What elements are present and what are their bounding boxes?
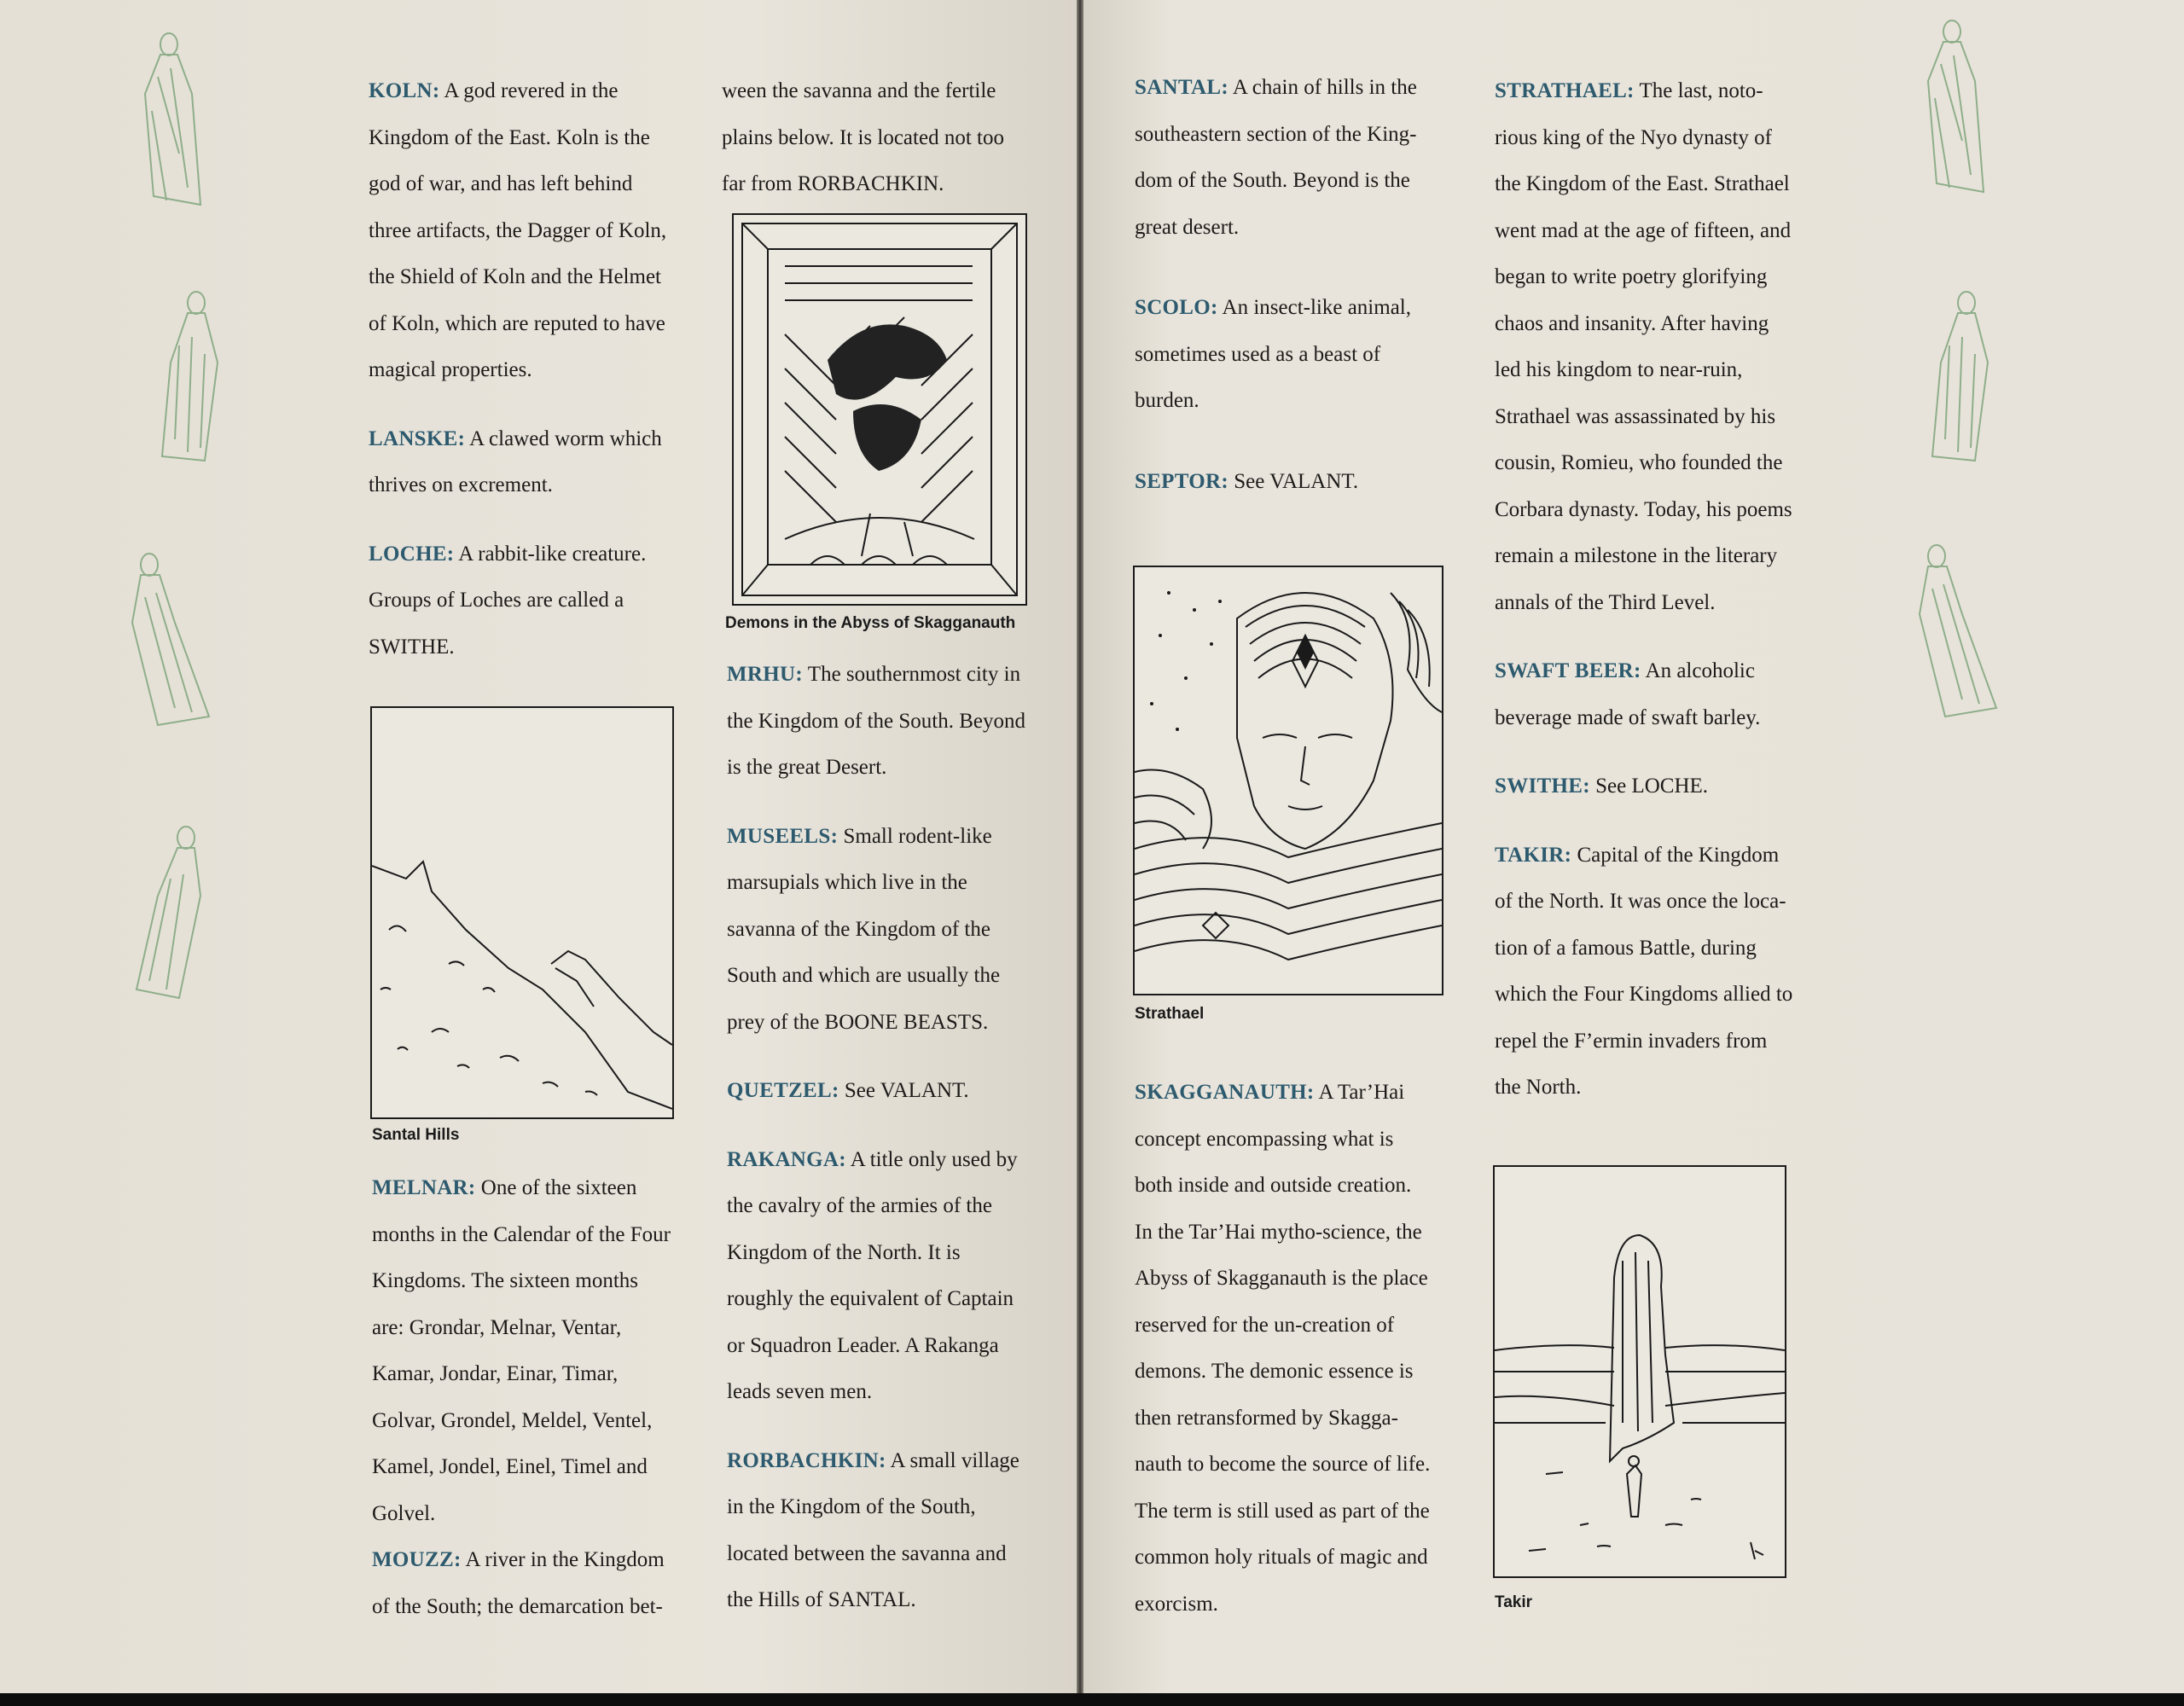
- caption-demons-abyss: Demons in the Abyss of Skagganauth: [725, 614, 1016, 632]
- entry-text: A rabbit-like creature.: [458, 542, 647, 566]
- entry-rakanga: [727, 1137, 1068, 1416]
- term-melnar: MELNAR:: [372, 1176, 476, 1199]
- term-rakanga: RAKANGA:: [727, 1147, 846, 1171]
- right-page: [1083, 0, 2184, 1693]
- entry-text: Golvel.: [372, 1501, 436, 1525]
- entry-text: ween the savanna and the fertile: [722, 79, 996, 102]
- term-quetzel: QUETZEL:: [727, 1079, 839, 1102]
- entry-text: Capital of the Kingdom: [1577, 843, 1780, 867]
- entry-text: An alcoholic: [1645, 659, 1755, 682]
- entry-scolo: [1135, 285, 1459, 425]
- entry-septor: [1135, 459, 1459, 506]
- term-santal: SANTAL:: [1135, 76, 1228, 99]
- entry-text: Golvar, Grondel, Meldel, Ventel,: [372, 1408, 653, 1432]
- entry-text: SWITHE.: [369, 635, 455, 659]
- entry-text: An insect-like animal,: [1222, 296, 1411, 319]
- entry-text: repel the F’ermin invaders from: [1495, 1029, 1768, 1053]
- entry-text: nauth to become the source of life.: [1135, 1453, 1431, 1476]
- entry-text: beverage made of swaft barley.: [1495, 705, 1761, 729]
- entry-strathael: [1495, 68, 1836, 626]
- term-takir: TAKIR:: [1495, 843, 1572, 867]
- entry-melnar: [372, 1165, 705, 1537]
- entry-text: both inside and outside creation.: [1135, 1174, 1412, 1197]
- entry-text: which the Four Kingdoms allied to: [1495, 983, 1793, 1006]
- column-2-top: [722, 68, 1063, 208]
- term-mouzz: MOUZZ:: [372, 1548, 462, 1571]
- entry-swaft-beer: [1495, 648, 1836, 741]
- entry-text: The last, noto-: [1639, 79, 1763, 102]
- entry-takir: [1495, 833, 1836, 1111]
- term-rorbachkin: RORBACHKIN:: [727, 1448, 886, 1472]
- entry-text: the Kingdom of the South. Beyond: [727, 709, 1025, 733]
- entry-text: are: Grondar, Melnar, Ventar,: [372, 1315, 622, 1339]
- entry-text: or Squadron Leader. A Rakanga: [727, 1333, 999, 1357]
- entry-text: the Shield of Koln and the Helmet: [369, 265, 661, 288]
- entry-mouzz: [372, 1537, 705, 1630]
- entry-text: The southernmost city in: [807, 663, 1021, 686]
- entry-text: southeastern section of the King-: [1135, 122, 1417, 146]
- entry-text: common holy rituals of magic and: [1135, 1546, 1428, 1569]
- entry-text: Kingdom of the North. It is: [727, 1240, 961, 1264]
- entry-text: exorcism.: [1135, 1592, 1218, 1616]
- entry-rorbachkin: [727, 1438, 1068, 1624]
- entry-text: Groups of Loches are called a: [369, 589, 624, 612]
- entry-text: A title only used by: [850, 1147, 1018, 1171]
- book-gutter: [1077, 0, 1083, 1693]
- column-4: [1495, 68, 1836, 1111]
- term-koln: KOLN:: [369, 79, 440, 102]
- entry-text: the Hills of SANTAL.: [727, 1588, 916, 1611]
- entry-quetzel: [727, 1068, 1068, 1115]
- entry-text: the North.: [1495, 1076, 1582, 1099]
- entry-text: A Tar’Hai: [1318, 1081, 1405, 1104]
- robed-figure-sketch-icon: [1902, 13, 2005, 200]
- entry-text: three artifacts, the Dagger of Koln,: [369, 218, 667, 242]
- entry-text: concept encompassing what is: [1135, 1127, 1394, 1151]
- illustration-strathael: [1133, 566, 1443, 995]
- entry-text: South and which are usually the: [727, 964, 1001, 987]
- robed-figure-sketch-icon: [119, 819, 222, 1007]
- robed-figure-sketch-icon: [1907, 286, 2009, 473]
- entry-mrhu: [727, 652, 1068, 792]
- entry-text: marsupials which live in the: [727, 871, 967, 894]
- entry-text: Kamar, Jondar, Einar, Timar,: [372, 1362, 619, 1385]
- entry-text: then retransformed by Skagga-: [1135, 1406, 1398, 1430]
- entry-text: located between the savanna and: [727, 1541, 1007, 1565]
- entry-museels: [727, 814, 1068, 1047]
- entry-text: A god revered in the: [444, 79, 619, 102]
- entry-text: rious king of the Nyo dynasty of: [1495, 125, 1772, 149]
- entry-text: of the South; the demarcation bet-: [372, 1594, 663, 1618]
- entry-text: remain a milestone in the literary: [1495, 544, 1778, 567]
- column-3-lower: [1135, 1070, 1476, 1628]
- entry-text: annals of the Third Level.: [1495, 590, 1716, 614]
- column-1-lower: [372, 1165, 705, 1630]
- entry-text: great desert.: [1135, 215, 1240, 239]
- caption-strathael: Strathael: [1135, 1005, 1205, 1023]
- term-museels: MUSEELS:: [727, 824, 839, 848]
- entry-text: went mad at the age of fifteen, and: [1495, 218, 1792, 242]
- illustration-santal-hills: [370, 706, 674, 1119]
- term-scolo: SCOLO:: [1135, 296, 1218, 319]
- illustration-takir: [1493, 1165, 1786, 1578]
- entry-text: Kingdoms. The sixteen months: [372, 1269, 639, 1292]
- entry-lanske: [369, 416, 693, 509]
- term-swithe: SWITHE:: [1495, 775, 1590, 798]
- entry-text: the cavalry of the armies of the: [727, 1194, 992, 1217]
- entry-loche: [369, 531, 693, 671]
- entry-text: far from RORBACHKIN.: [722, 172, 944, 195]
- term-strathael: STRATHAEL:: [1495, 79, 1635, 102]
- entry-text: led his kingdom to near-ruin,: [1495, 358, 1743, 381]
- entry-text: See LOCHE.: [1595, 775, 1709, 798]
- entry-text: One of the sixteen: [480, 1176, 637, 1199]
- entry-text: sometimes used as a beast of: [1135, 342, 1381, 366]
- entry-text: Corbara dynasty. Today, his poems: [1495, 497, 1792, 521]
- entry-text: A chain of hills in the: [1232, 76, 1417, 99]
- column-3: [1135, 65, 1459, 505]
- entry-text: prey of the BOONE BEASTS.: [727, 1010, 989, 1034]
- entry-text: began to write poetry glorifying: [1495, 265, 1768, 288]
- entry-text: Small rodent-like: [843, 824, 992, 848]
- robed-figure-sketch-icon: [136, 286, 239, 473]
- entry-text: A river in the Kingdom: [465, 1548, 665, 1571]
- caption-santal-hills: Santal Hills: [372, 1126, 460, 1144]
- term-skagganauth: SKAGGANAUTH:: [1135, 1081, 1315, 1104]
- entry-text: months in the Calendar of the Four: [372, 1222, 671, 1246]
- entry-text: Strathael was assassinated by his: [1495, 404, 1776, 428]
- entry-text: Kingdom of the East. Koln is the: [369, 125, 650, 149]
- term-mrhu: MRHU:: [727, 663, 803, 686]
- entry-text: See VALANT.: [844, 1079, 969, 1102]
- entry-text: See VALANT.: [1234, 469, 1359, 493]
- entry-text: of Koln, which are reputed to have: [369, 311, 665, 335]
- entry-text: thrives on excrement.: [369, 473, 553, 496]
- term-swaft-beer: SWAFT BEER:: [1495, 659, 1641, 682]
- entry-swithe: [1495, 763, 1836, 810]
- entry-text: leads seven men.: [727, 1380, 873, 1403]
- entry-text: savanna of the Kingdom of the: [727, 917, 990, 941]
- illustration-demons-abyss: [732, 213, 1027, 606]
- robed-figure-sketch-icon: [1902, 537, 2005, 725]
- entry-skagganauth: [1135, 1070, 1476, 1628]
- entry-text: the Kingdom of the East. Strathael: [1495, 172, 1790, 195]
- term-lanske: LANSKE:: [369, 426, 466, 450]
- term-septor: SEPTOR:: [1135, 469, 1228, 493]
- page-bottom-edge: [0, 1693, 2184, 1706]
- entry-text: roughly the equivalent of Captain: [727, 1287, 1014, 1310]
- entry-text: demons. The demonic essence is: [1135, 1360, 1414, 1383]
- entry-text: In the Tar’Hai mytho-science, the: [1135, 1220, 1422, 1244]
- entry-text: chaos and insanity. After having: [1495, 311, 1769, 335]
- entry-santal: [1135, 65, 1459, 251]
- entry-text: magical properties.: [369, 358, 532, 381]
- entry-text: of the North. It was once the loca-: [1495, 890, 1786, 913]
- term-loche: LOCHE:: [369, 542, 455, 566]
- entry-text: reserved for the un-creation of: [1135, 1313, 1395, 1337]
- caption-takir: Takir: [1495, 1593, 1533, 1611]
- entry-text: plains below. It is located not too: [722, 125, 1004, 149]
- entry-text: in the Kingdom of the South,: [727, 1495, 976, 1518]
- entry-text: tion of a famous Battle, during: [1495, 936, 1757, 960]
- entry-koln: [369, 68, 693, 394]
- robed-figure-sketch-icon: [115, 546, 218, 734]
- entry-text: is the great Desert.: [727, 756, 887, 779]
- entry-text: burden.: [1135, 389, 1199, 412]
- entry-text: cousin, Romieu, who founded the: [1495, 451, 1783, 474]
- left-page: [0, 0, 1077, 1693]
- entry-text: dom of the South. Beyond is the: [1135, 169, 1410, 192]
- entry-text: god of war, and has left behind: [369, 172, 633, 195]
- entry-text: Kamel, Jondel, Einel, Timel and: [372, 1455, 648, 1478]
- entry-text: Abyss of Skagganauth is the place: [1135, 1267, 1428, 1290]
- entry-text: A clawed worm which: [469, 426, 662, 450]
- entry-text: The term is still used as part of the: [1135, 1499, 1430, 1523]
- entry-text: A small village: [890, 1448, 1019, 1472]
- column-2: [727, 652, 1068, 1624]
- column-1: [369, 68, 693, 670]
- robed-figure-sketch-icon: [119, 26, 222, 213]
